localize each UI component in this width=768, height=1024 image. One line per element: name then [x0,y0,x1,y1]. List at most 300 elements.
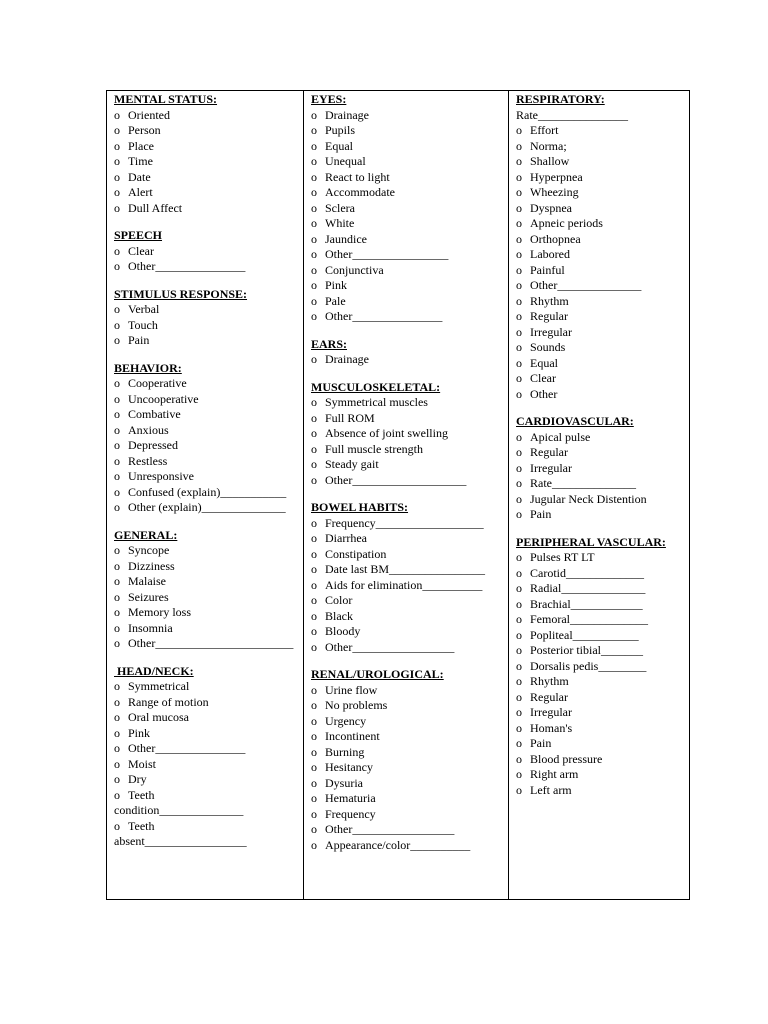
item-label: Other________________ [325,247,449,261]
section-heading-ears: EARS: [311,336,348,351]
head-neck-item [114,726,303,742]
mental-status-item [114,201,303,217]
bullet-icon: o [311,624,317,638]
respiratory-item [516,325,689,341]
bullet-icon: o [114,302,120,316]
item-label: Verbal [128,302,160,316]
item-label: Absence of joint swelling [325,426,448,440]
peripheral-vascular-item [516,612,689,628]
item-label: Symmetrical muscles [325,395,428,409]
item-label: Pale [325,293,346,308]
item-label: Urgency [325,713,367,728]
bullet-icon: o [311,352,317,366]
item-label: Wheezing [530,185,579,199]
item-label: Other_______________ [128,741,246,755]
bullet-icon: o [114,333,120,347]
item-label: Aids for elimination__________ [325,577,483,592]
bullet-icon: o [114,679,120,693]
bullet-icon: o [114,200,120,215]
item-label: Touch [128,317,158,332]
bullet-icon: o [516,169,522,184]
bullet-icon: o [311,457,317,471]
item-label: Anxious [128,422,169,437]
item-label: Left arm [530,782,572,797]
eyes-item [311,232,508,248]
item-label: Oral mucosa [128,710,189,724]
section-heading-eyes: EYES: [311,92,347,106]
cardiovascular-item [516,507,689,523]
item-label: No problems [325,698,388,712]
item-label: Other_______________ [128,259,246,273]
bowel-habits-item [311,624,508,640]
respiratory-item [516,247,689,263]
renal-urological-item [311,683,508,699]
item-label: Steady gait [325,457,379,471]
respiratory-item [516,340,689,356]
bullet-icon: o [114,453,120,468]
bullet-icon: o [516,154,522,168]
renal-urological-item [311,745,508,761]
item-label: Irregular [530,705,572,719]
bullet-icon: o [311,713,317,728]
bullet-icon: o [516,507,522,521]
eyes-item [311,170,508,186]
renal-urological-item [311,714,508,730]
item-label: Dorsalis pedis________ [530,658,647,673]
bullet-icon: o [311,698,317,712]
bullet-icon: o [311,822,317,836]
item-label: Bloody [325,624,361,638]
item-label: Date [128,169,151,184]
item-label: Dyspnea [530,200,572,215]
item-label: Incontinent [325,729,380,743]
item-label: Regular [530,445,568,459]
general-item [114,605,303,621]
renal-urological-item [311,698,508,714]
behavior-item [114,500,303,516]
item-label: Jugular Neck Distention [530,491,647,506]
item-label: Teeth [128,787,155,802]
respiratory-line: Rate_______________ [516,107,628,122]
bowel-habits-item [311,562,508,578]
section-spacer [114,216,303,228]
item-label: Other_______________________ [128,636,294,650]
eyes-item [311,154,508,170]
bullet-icon: o [114,407,120,421]
item-label: Rate______________ [530,476,636,490]
item-label: Date last BM________________ [325,562,485,576]
bullet-icon: o [516,386,522,401]
bullet-icon: o [516,429,522,444]
item-label: Other_______________ [325,309,443,323]
item-label: Other (explain)______________ [128,500,286,514]
bullet-icon: o [311,515,317,530]
item-label: Pain [128,333,150,347]
item-label: Rhythm [530,674,569,688]
column-1 [107,91,304,899]
item-label: Sounds [530,340,566,354]
eyes-item [311,263,508,279]
bullet-icon: o [114,138,120,153]
bullet-icon: o [311,562,317,576]
general-item [114,574,303,590]
peripheral-vascular-item [516,581,689,597]
bullet-icon: o [114,123,120,137]
item-label: Jaundice [325,231,367,246]
stimulus-response-item [114,302,303,318]
item-label: Symmetrical [128,679,190,693]
section-spacer [516,402,689,414]
item-label: Person [128,123,161,137]
bullet-icon: o [516,200,522,215]
eyes-item [311,139,508,155]
item-label: Pupils [325,123,356,137]
section-spacer [516,523,689,535]
peripheral-vascular-item [516,705,689,721]
eyes-item [311,247,508,263]
item-label: Hyperpnea [530,169,583,184]
respiratory-item [516,278,689,294]
item-label: Orthopnea [530,231,581,246]
bullet-icon: o [114,543,120,557]
item-label: Effort [530,123,559,137]
cardiovascular-item [516,461,689,477]
head-neck-item [114,819,303,835]
item-label: Oriented [128,107,170,122]
peripheral-vascular-item [516,767,689,783]
item-label: Cooperative [128,376,187,390]
peripheral-vascular-item [516,674,689,690]
bullet-icon: o [311,169,317,184]
bowel-habits-item [311,516,508,532]
item-label: Sclera [325,200,355,215]
item-label: Memory loss [128,605,191,619]
head-neck-item [114,788,303,804]
item-label: Constipation [325,546,387,561]
bullet-icon: o [114,589,120,604]
bullet-icon: o [311,577,317,592]
bullet-icon: o [516,565,522,580]
bullet-icon: o [516,643,522,657]
peripheral-vascular-item [516,721,689,737]
musculoskeletal-item [311,473,508,489]
section-heading-bowel-habits: BOWEL HABITS: [311,500,409,514]
item-label: Uncooperative [128,391,199,406]
section-spacer [311,368,508,380]
bullet-icon: o [114,484,120,499]
bullet-icon: o [311,472,317,487]
bullet-icon: o [516,767,522,781]
item-label: Dry [128,772,147,786]
section-heading-speech: SPEECH [114,228,163,242]
item-label: Pain [530,507,552,521]
peripheral-vascular-item [516,566,689,582]
bullet-icon: o [516,262,522,277]
bullet-icon: o [114,169,120,184]
section-spacer [114,652,303,664]
bullet-icon: o [516,355,522,370]
bullet-icon: o [311,806,317,821]
item-label: Range of motion [128,694,209,709]
respiratory-item [516,216,689,232]
bullet-icon: o [114,107,120,122]
item-label: Painful [530,262,565,277]
bullet-icon: o [114,756,120,771]
bullet-icon: o [114,500,120,514]
renal-urological-item [311,838,508,854]
respiratory-item [516,170,689,186]
peripheral-vascular-item [516,628,689,644]
item-label: Rhythm [530,293,569,308]
general-item [114,636,303,652]
item-label: Other______________ [530,278,642,292]
bullet-icon: o [311,775,317,790]
head-neck-item [114,772,303,788]
bullet-icon: o [516,138,522,153]
behavior-item [114,454,303,470]
item-label: Teeth [128,818,155,833]
item-label: Clear [530,371,556,385]
bullet-icon: o [516,751,522,766]
behavior-item [114,438,303,454]
renal-urological-item [311,791,508,807]
respiratory-item [516,294,689,310]
item-label: Frequency__________________ [325,515,484,530]
bullet-icon: o [311,154,317,168]
bullet-icon: o [311,410,317,425]
bullet-icon: o [311,682,317,697]
respiratory-item [516,201,689,217]
general-item [114,590,303,606]
bullet-icon: o [114,243,120,258]
mental-status-item [114,185,303,201]
bullet-icon: o [114,818,120,833]
item-label: Drainage [325,352,369,366]
bullet-icon: o [516,185,522,199]
bullet-icon: o [114,391,120,406]
section-spacer [311,325,508,337]
item-label: Accommodate [325,185,395,199]
bullet-icon: o [516,491,522,506]
cardiovascular-item [516,492,689,508]
head-neck-item [114,741,303,757]
respiratory-item [516,387,689,403]
bullet-icon: o [114,772,120,786]
item-label: Shallow [530,154,570,168]
renal-urological-item [311,729,508,745]
bullet-icon: o [516,476,522,490]
bullet-icon: o [311,262,317,277]
item-label: Full muscle strength [325,441,423,456]
peripheral-vascular-item [516,550,689,566]
item-label: Frequency [325,806,376,821]
peripheral-vascular-item [516,783,689,799]
bullet-icon: o [516,674,522,688]
bullet-icon: o [311,200,317,215]
bullet-icon: o [311,837,317,852]
cardiovascular-item [516,445,689,461]
bullet-icon: o [516,720,522,735]
item-label: Clear [128,243,154,258]
head-neck-item [114,679,303,695]
behavior-item [114,376,303,392]
bullet-icon: o [114,787,120,802]
respiratory-item [516,263,689,279]
item-label: Malaise [128,574,166,588]
stimulus-response-item [114,333,303,349]
bullet-icon: o [311,278,317,292]
stimulus-response-item [114,318,303,334]
eyes-item [311,216,508,232]
general-item [114,621,303,637]
eyes-item [311,309,508,325]
item-label: Black [325,608,353,623]
item-label: Conjunctiva [325,262,384,277]
bullet-icon: o [516,324,522,339]
peripheral-vascular-item [516,752,689,768]
section-heading-musculoskeletal: MUSCULOSKELETAL: [311,379,441,394]
musculoskeletal-item [311,442,508,458]
item-label: Other [530,386,558,401]
mental-status-item [114,108,303,124]
eyes-item [311,123,508,139]
item-label: Restless [128,453,168,468]
item-label: Insomnia [128,620,173,635]
bowel-habits-item [311,609,508,625]
item-label: React to light [325,169,390,184]
section-spacer [114,516,303,528]
bullet-icon: o [311,791,317,805]
bullet-icon: o [516,612,522,626]
item-label: Apical pulse [530,429,591,444]
bullet-icon: o [516,460,522,475]
renal-urological-item [311,807,508,823]
bullet-icon: o [311,608,317,623]
bowel-habits-item [311,547,508,563]
respiratory-item [516,185,689,201]
section-heading-head-neck: HEAD/NECK: [114,663,194,678]
column-2 [304,91,509,899]
bullet-icon: o [311,107,317,122]
respiratory-item [516,139,689,155]
peripheral-vascular-item [516,643,689,659]
bowel-habits-item [311,531,508,547]
eyes-item [311,278,508,294]
bullet-icon: o [311,185,317,199]
item-label: Drainage [325,107,369,122]
item-label: Full ROM [325,410,375,425]
item-label: Posterior tibial_______ [530,643,643,657]
item-label: White [325,216,355,230]
peripheral-vascular-item [516,597,689,613]
section-spacer [114,349,303,361]
bullet-icon: o [114,574,120,588]
item-label: Confused (explain)___________ [128,484,287,499]
bullet-icon: o [114,741,120,755]
peripheral-vascular-item [516,690,689,706]
general-item [114,543,303,559]
bullet-icon: o [114,469,120,483]
item-label: Diarrhea [325,531,367,545]
item-label: Radial______________ [530,581,646,595]
mental-status-item [114,170,303,186]
behavior-item [114,392,303,408]
bullet-icon: o [311,593,317,607]
bullet-icon: o [311,216,317,230]
bullet-icon: o [516,581,522,595]
item-label: Labored [530,247,570,261]
item-label: Unequal [325,154,366,168]
bullet-icon: o [114,725,120,740]
musculoskeletal-item [311,395,508,411]
bullet-icon: o [516,658,522,673]
item-label: Brachial____________ [530,596,643,611]
behavior-item [114,469,303,485]
renal-urological-item [311,760,508,776]
item-label: Seizures [128,589,169,604]
bowel-habits-item [311,578,508,594]
respiratory-item [516,309,689,325]
musculoskeletal-item [311,411,508,427]
item-label: Dysuria [325,775,363,790]
bullet-icon: o [311,639,317,654]
item-label: Color [325,593,353,607]
item-label: Irregular [530,324,572,339]
bullet-icon: o [114,259,120,273]
section-spacer [311,488,508,500]
item-label: Urine flow [325,682,378,697]
eyes-item [311,201,508,217]
bullet-icon: o [516,340,522,354]
respiratory-item [516,371,689,387]
bullet-icon: o [516,736,522,750]
bullet-icon: o [311,729,317,743]
head-neck-item [114,695,303,711]
bullet-icon: o [311,426,317,440]
section-heading-stimulus-response: STIMULUS RESPONSE: [114,286,248,301]
bullet-icon: o [516,278,522,292]
item-label: Unresponsive [128,469,194,483]
bullet-icon: o [516,550,522,564]
bullet-icon: o [311,531,317,545]
cardiovascular-item [516,476,689,492]
mental-status-item [114,139,303,155]
bullet-icon: o [311,309,317,323]
mental-status-item [114,123,303,139]
bullet-icon: o [311,231,317,246]
item-label: Other_________________ [325,639,455,654]
item-label: Irregular [530,460,572,475]
section-heading-behavior: BEHAVIOR: [114,360,182,375]
item-label: Other_________________ [325,822,455,836]
item-label: Regular [530,689,568,704]
bullet-icon: o [114,558,120,573]
bullet-icon: o [114,605,120,619]
head-neck-line: condition______________ [114,803,244,817]
ears-item [311,352,508,368]
respiratory-item [516,154,689,170]
respiratory-item [516,232,689,248]
bullet-icon: o [114,376,120,390]
bullet-icon: o [516,293,522,308]
bullet-icon: o [516,596,522,611]
musculoskeletal-item [311,426,508,442]
assessment-form-table [106,90,690,900]
bowel-habits-item [311,640,508,656]
bullet-icon: o [516,689,522,704]
item-label: Popliteal___________ [530,627,639,642]
musculoskeletal-item [311,457,508,473]
